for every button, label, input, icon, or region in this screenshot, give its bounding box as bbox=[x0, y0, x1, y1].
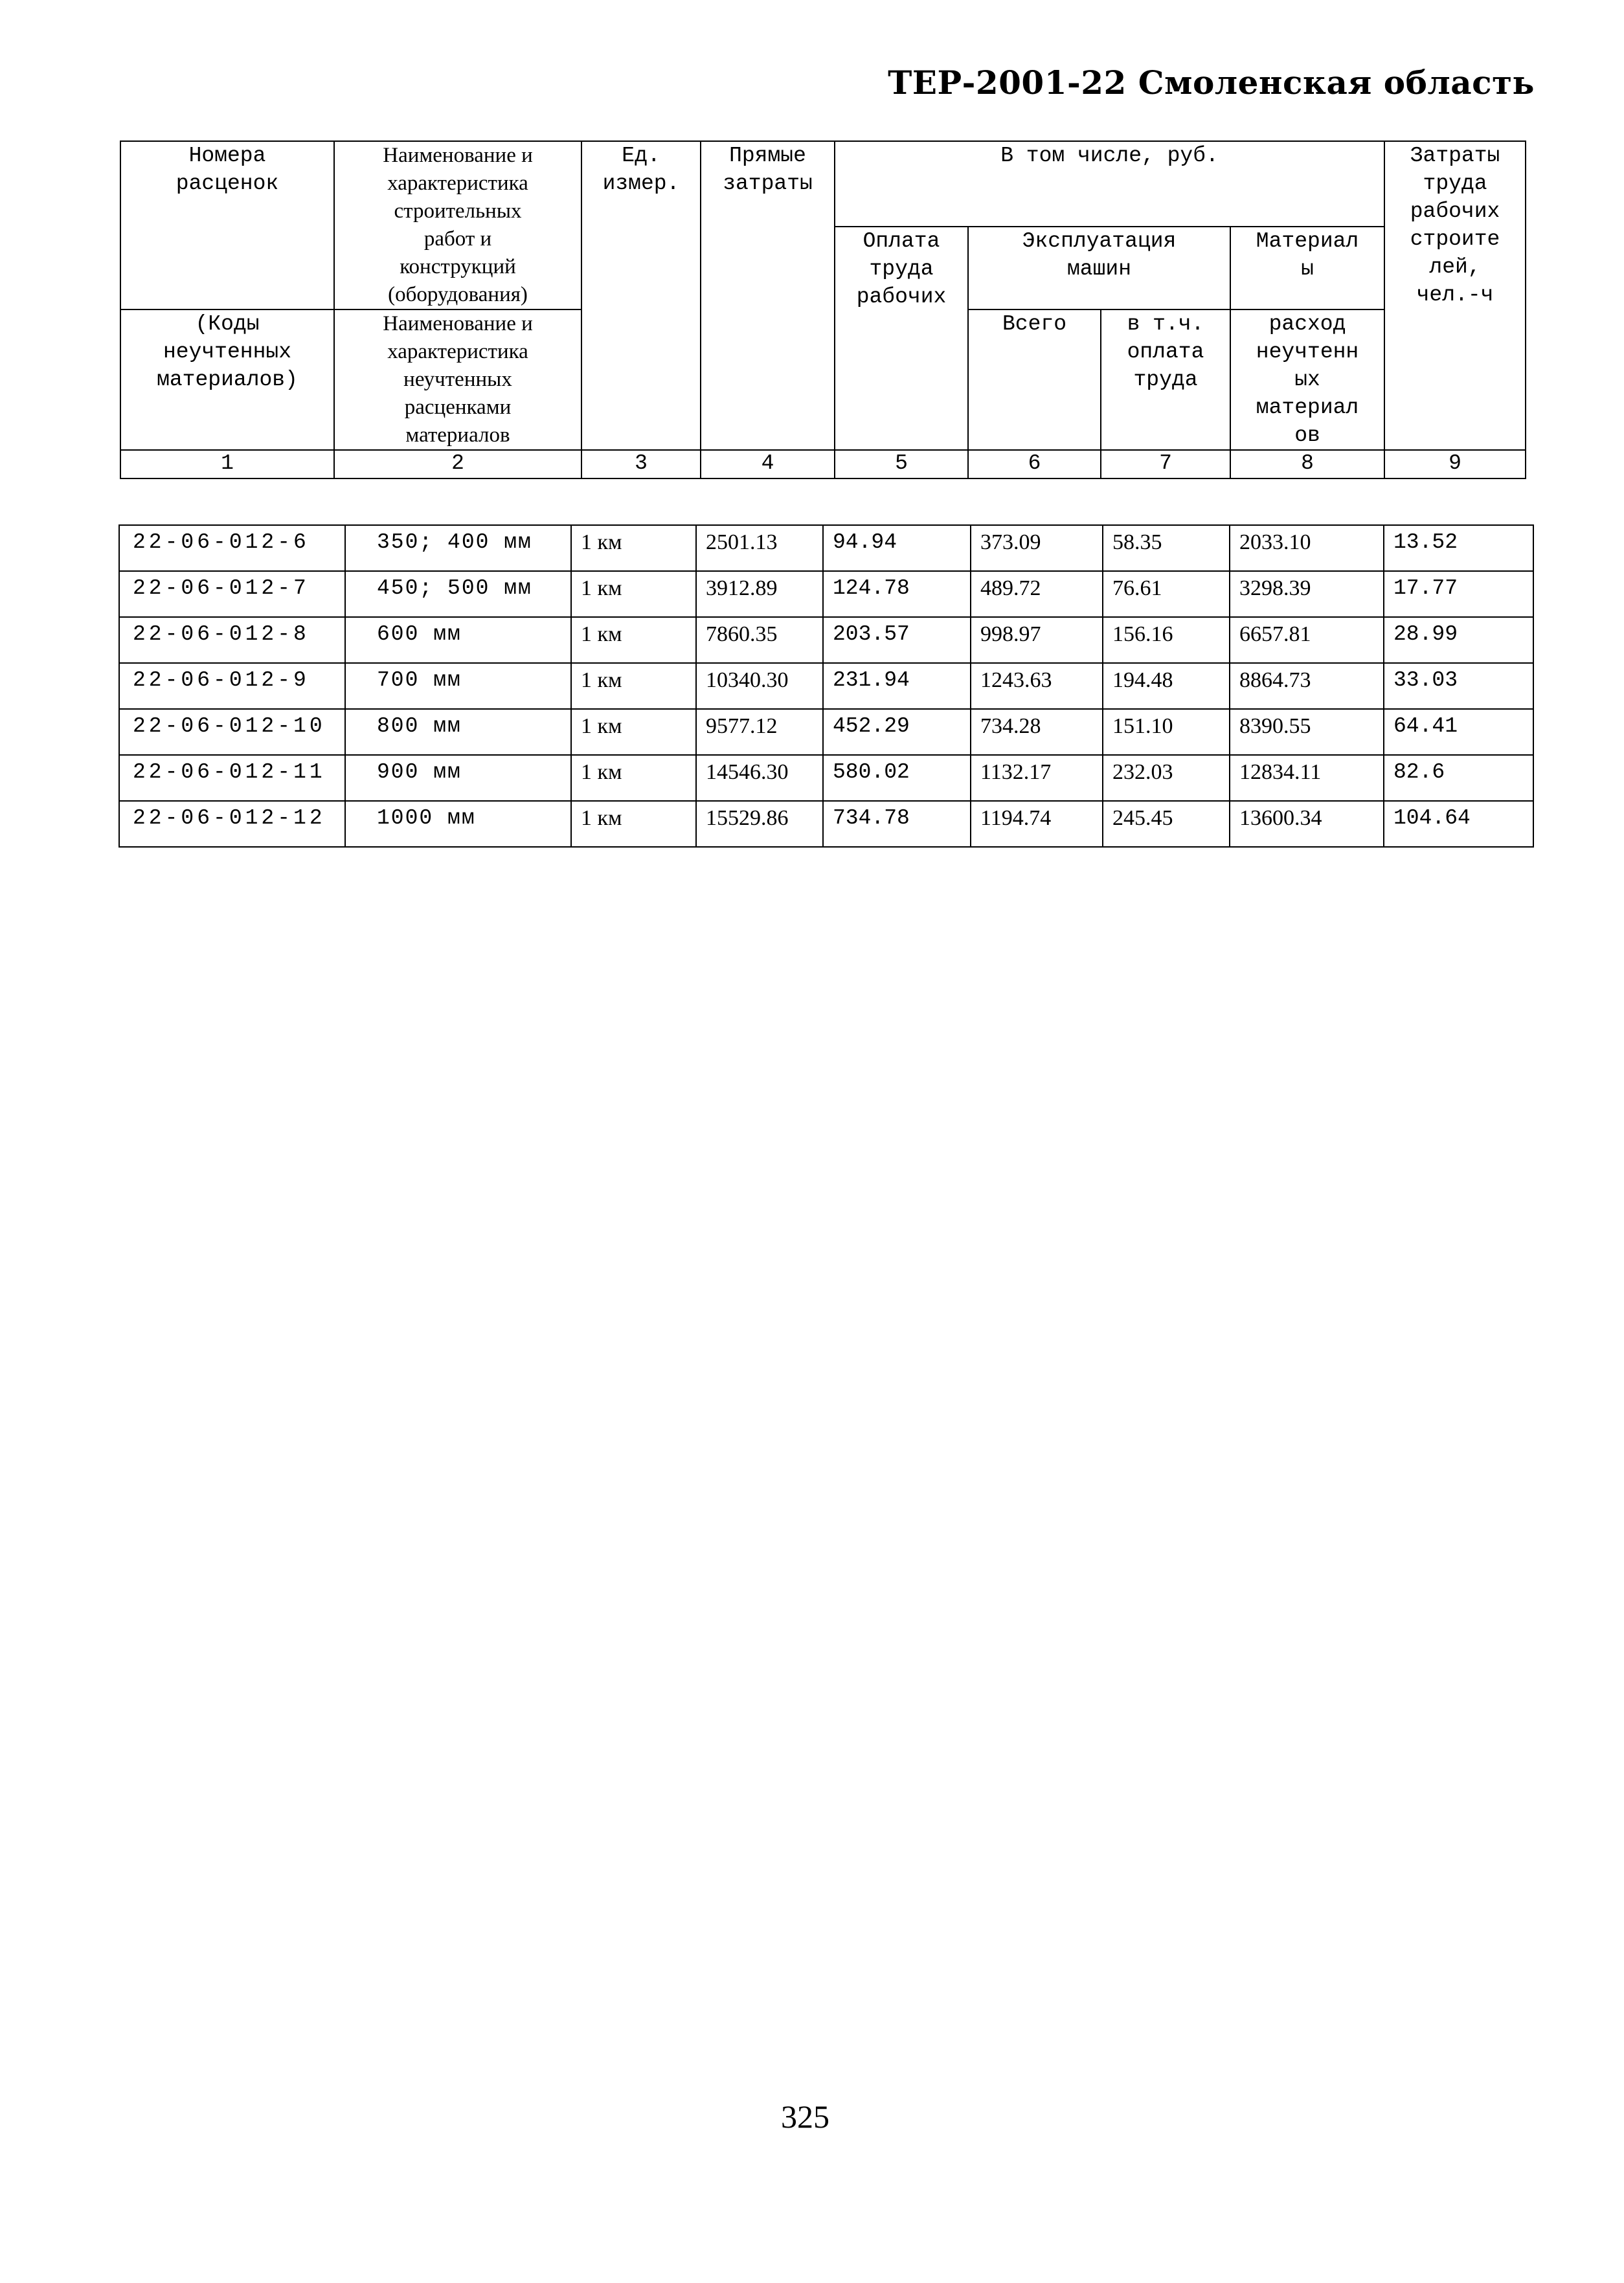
work-description-cell: 900 мм bbox=[345, 755, 571, 801]
direct-costs-cell: 14546.30 bbox=[696, 755, 823, 801]
work-description-cell: 350; 400 мм bbox=[345, 525, 571, 571]
materials-cost-cell: 12834.11 bbox=[1230, 755, 1384, 801]
header-direct-costs: Прямые затраты bbox=[701, 141, 835, 450]
labor-cost-cell: 124.78 bbox=[823, 571, 971, 617]
header-unit: Ед. измер. bbox=[581, 141, 701, 450]
header-materials: Материал ы bbox=[1230, 227, 1384, 309]
labor-hours-cell: 17.77 bbox=[1384, 571, 1533, 617]
rate-code-cell: 22-06-012-10 bbox=[119, 709, 345, 755]
work-description-cell: 600 мм bbox=[345, 617, 571, 663]
labor-cost-cell: 452.29 bbox=[823, 709, 971, 755]
rate-code-cell: 22-06-012-6 bbox=[119, 525, 345, 571]
unit-cell: 1 км bbox=[571, 801, 696, 847]
header-material-codes: (Коды неучтенных материалов) bbox=[120, 309, 334, 450]
machines-labor-cell: 156.16 bbox=[1103, 617, 1230, 663]
unit-cell: 1 км bbox=[571, 663, 696, 709]
table-header bbox=[120, 141, 1526, 479]
column-number: 5 bbox=[835, 450, 968, 478]
materials-cost-cell: 13600.34 bbox=[1230, 801, 1384, 847]
labor-hours-cell: 28.99 bbox=[1384, 617, 1533, 663]
work-description-cell: 450; 500 мм bbox=[345, 571, 571, 617]
header-machines: Эксплуатация машин bbox=[968, 227, 1230, 309]
labor-hours-cell: 64.41 bbox=[1384, 709, 1533, 755]
rate-code-cell: 22-06-012-9 bbox=[119, 663, 345, 709]
materials-cost-cell: 8390.55 bbox=[1230, 709, 1384, 755]
header-labor: Оплата труда рабочих bbox=[835, 227, 968, 450]
materials-cost-cell: 8864.73 bbox=[1230, 663, 1384, 709]
labor-hours-cell: 13.52 bbox=[1384, 525, 1533, 571]
machines-total-cell: 373.09 bbox=[971, 525, 1103, 571]
column-number: 4 bbox=[701, 450, 835, 478]
table-row bbox=[119, 617, 1533, 663]
column-number: 2 bbox=[334, 450, 581, 478]
labor-hours-cell: 82.6 bbox=[1384, 755, 1533, 801]
labor-cost-cell: 580.02 bbox=[823, 755, 971, 801]
rate-code-cell: 22-06-012-12 bbox=[119, 801, 345, 847]
work-description-cell: 700 мм bbox=[345, 663, 571, 709]
table-row bbox=[119, 709, 1533, 755]
materials-cost-cell: 6657.81 bbox=[1230, 617, 1384, 663]
header-group: В том числе, руб. bbox=[835, 141, 1384, 227]
direct-costs-cell: 15529.86 bbox=[696, 801, 823, 847]
page-number: 325 bbox=[781, 2098, 829, 2135]
unit-cell: 1 км bbox=[571, 755, 696, 801]
table-row bbox=[119, 525, 1533, 571]
machines-labor-cell: 151.10 bbox=[1103, 709, 1230, 755]
column-number: 3 bbox=[581, 450, 701, 478]
header-machines-total: Всего bbox=[968, 309, 1101, 450]
machines-labor-cell: 58.35 bbox=[1103, 525, 1230, 571]
rates-table bbox=[118, 524, 1534, 848]
machines-total-cell: 1194.74 bbox=[971, 801, 1103, 847]
machines-total-cell: 1132.17 bbox=[971, 755, 1103, 801]
labor-cost-cell: 94.94 bbox=[823, 525, 971, 571]
labor-cost-cell: 203.57 bbox=[823, 617, 971, 663]
work-description-cell: 1000 мм bbox=[345, 801, 571, 847]
labor-cost-cell: 231.94 bbox=[823, 663, 971, 709]
rate-code-cell: 22-06-012-11 bbox=[119, 755, 345, 801]
unit-cell: 1 км bbox=[571, 617, 696, 663]
page-title: ТЕР-2001-22 Смоленская область bbox=[888, 63, 1535, 102]
labor-hours-cell: 104.64 bbox=[1384, 801, 1533, 847]
column-number: 1 bbox=[120, 450, 334, 478]
machines-total-cell: 489.72 bbox=[971, 571, 1103, 617]
table-row bbox=[119, 663, 1533, 709]
unit-cell: 1 км bbox=[571, 525, 696, 571]
direct-costs-cell: 9577.12 bbox=[696, 709, 823, 755]
machines-labor-cell: 245.45 bbox=[1103, 801, 1230, 847]
machines-total-cell: 998.97 bbox=[971, 617, 1103, 663]
column-number: 6 bbox=[968, 450, 1101, 478]
direct-costs-cell: 3912.89 bbox=[696, 571, 823, 617]
table-row bbox=[119, 755, 1533, 801]
machines-total-cell: 1243.63 bbox=[971, 663, 1103, 709]
rate-code-cell: 22-06-012-8 bbox=[119, 617, 345, 663]
machines-total-cell: 734.28 bbox=[971, 709, 1103, 755]
materials-cost-cell: 2033.10 bbox=[1230, 525, 1384, 571]
header-code: Номера расценок bbox=[120, 141, 334, 309]
column-number: 8 bbox=[1230, 450, 1384, 478]
rate-code-cell: 22-06-012-7 bbox=[119, 571, 345, 617]
column-number: 9 bbox=[1384, 450, 1526, 478]
unit-cell: 1 км bbox=[571, 709, 696, 755]
machines-labor-cell: 232.03 bbox=[1103, 755, 1230, 801]
direct-costs-cell: 7860.35 bbox=[696, 617, 823, 663]
labor-hours-cell: 33.03 bbox=[1384, 663, 1533, 709]
direct-costs-cell: 2501.13 bbox=[696, 525, 823, 571]
column-number: 7 bbox=[1101, 450, 1230, 478]
header-labor-hours: Затраты труда рабочих строите лей, чел.-ч bbox=[1384, 141, 1526, 450]
table-row bbox=[119, 571, 1533, 617]
unit-cell: 1 км bbox=[571, 571, 696, 617]
machines-labor-cell: 194.48 bbox=[1103, 663, 1230, 709]
header-materials-usage: расход неучтенн ых материал ов bbox=[1230, 309, 1384, 450]
materials-cost-cell: 3298.39 bbox=[1230, 571, 1384, 617]
header-material-names: Наименование и характеристика неучтенных расценками материалов bbox=[334, 309, 581, 450]
machines-labor-cell: 76.61 bbox=[1103, 571, 1230, 617]
header-machines-labor: в т.ч. оплата труда bbox=[1101, 309, 1230, 450]
table-row bbox=[119, 801, 1533, 847]
work-description-cell: 800 мм bbox=[345, 709, 571, 755]
direct-costs-cell: 10340.30 bbox=[696, 663, 823, 709]
header-name: Наименование и характеристика строительных работ и конструкций (оборудования) bbox=[334, 141, 581, 309]
labor-cost-cell: 734.78 bbox=[823, 801, 971, 847]
